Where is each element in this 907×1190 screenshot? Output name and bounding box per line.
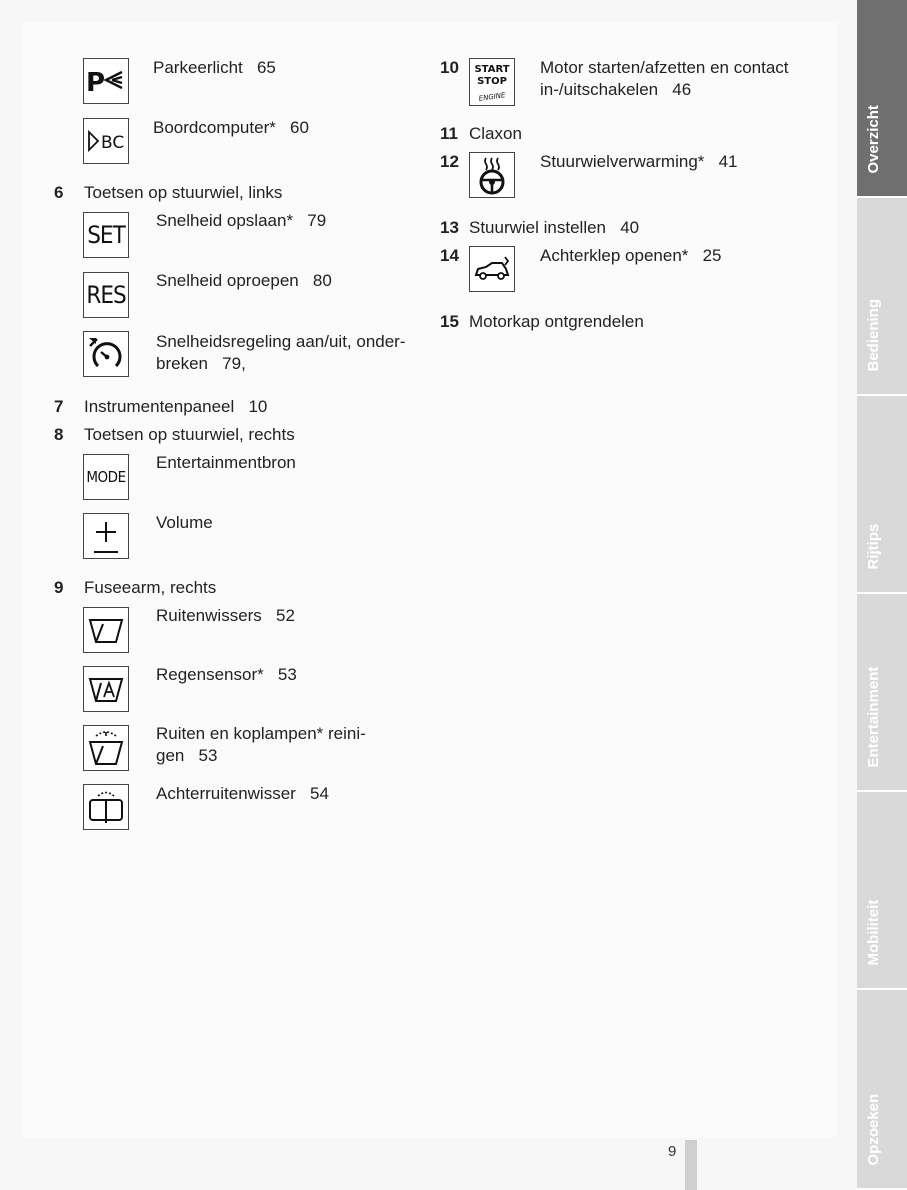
item-number-10: 10 bbox=[440, 58, 459, 77]
tab-bediening[interactable]: Bediening bbox=[857, 198, 907, 396]
tab-rijtips[interactable]: Rijtips bbox=[857, 396, 907, 594]
tailgate-icon bbox=[469, 246, 515, 292]
svg-text:BC: BC bbox=[101, 133, 125, 153]
page-number: 9 bbox=[668, 1143, 677, 1160]
item-number-12: 12 bbox=[440, 152, 459, 171]
item-11-label: Claxon bbox=[469, 124, 522, 143]
tab-opzoeken[interactable]: Opzoeken bbox=[857, 990, 907, 1190]
item-number-6: 6 bbox=[54, 183, 64, 202]
svg-text:ENGINE: ENGINE bbox=[478, 91, 506, 103]
set-button-icon: SET bbox=[83, 212, 129, 258]
washer-icon bbox=[83, 725, 129, 771]
item-8-label: Toetsen op stuurwiel, rechts bbox=[84, 425, 295, 444]
ruitenwissers-entry: Ruitenwissers 52 bbox=[156, 606, 295, 625]
volume-rocker-icon bbox=[83, 513, 129, 559]
start-stop-button-icon bbox=[469, 58, 515, 106]
cruise-control-icon bbox=[83, 331, 129, 377]
item-number-11: 11 bbox=[440, 124, 458, 143]
snelheid-opslaan-entry: Snelheid opslaan* 79 bbox=[156, 211, 327, 230]
page-number-bar bbox=[685, 1140, 697, 1190]
regensensor-entry: Regensensor* 53 bbox=[156, 665, 297, 684]
parkeerlicht-entry: Parkeerlicht 65 bbox=[153, 58, 276, 77]
rear-wiper-icon bbox=[83, 784, 129, 830]
mode-button-icon: MODE bbox=[83, 454, 129, 500]
svg-text:STOP: STOP bbox=[477, 76, 507, 87]
rain-sensor-icon bbox=[83, 666, 129, 712]
item-number-8: 8 bbox=[54, 425, 64, 444]
item-13-entry: Stuurwiel instellen 40 bbox=[469, 218, 640, 237]
snelheid-oproepen-entry: Snelheid oproepen 80 bbox=[156, 271, 332, 290]
boordcomputer-entry: Boordcomputer* 60 bbox=[153, 118, 309, 137]
entertainmentbron-label: Entertainmentbron bbox=[156, 453, 296, 472]
snelheidsregeling-line2: breken 79, bbox=[156, 354, 246, 373]
item-number-7: 7 bbox=[54, 397, 64, 416]
svg-text:P: P bbox=[86, 68, 106, 96]
item-7-label: Instrumentenpaneel 10 bbox=[84, 397, 268, 416]
item-number-9: 9 bbox=[54, 578, 64, 597]
item-14-entry: Achterklep openen* 25 bbox=[540, 246, 722, 265]
volume-label: Volume bbox=[156, 513, 213, 532]
tab-entertainment[interactable]: Entertainment bbox=[857, 594, 907, 792]
item-10-line1: Motor starten/afzetten en contact bbox=[540, 58, 789, 77]
wiper-icon bbox=[83, 607, 129, 653]
item-6-label: Toetsen op stuurwiel, links bbox=[84, 183, 283, 202]
section-tabs bbox=[857, 0, 907, 1190]
ruiten-reinigen-line2: gen 53 bbox=[156, 746, 218, 765]
res-button-icon: RES bbox=[83, 272, 129, 318]
item-9-label: Fuseearm, rechts bbox=[84, 578, 217, 597]
ruiten-reinigen-line1: Ruiten en koplampen* reini- bbox=[156, 724, 366, 743]
item-10-line2: in-/uitschakelen 46 bbox=[540, 80, 692, 99]
item-15-label: Motorkap ontgrendelen bbox=[469, 312, 644, 331]
achterruitenwisser-entry: Achterruitenwisser 54 bbox=[156, 784, 329, 803]
tab-mobiliteit[interactable]: Mobiliteit bbox=[857, 792, 907, 990]
svg-text:START: START bbox=[474, 64, 510, 75]
parking-light-icon bbox=[83, 58, 129, 104]
item-12-entry: Stuurwielverwarming* 41 bbox=[540, 152, 738, 171]
tab-overzicht[interactable]: Overzicht bbox=[857, 0, 907, 198]
snelheidsregeling-line1: Snelheidsregeling aan/uit, onder- bbox=[156, 332, 406, 351]
item-number-13: 13 bbox=[440, 218, 459, 237]
item-number-14: 14 bbox=[440, 246, 459, 265]
board-computer-icon bbox=[83, 118, 129, 164]
steering-wheel-heating-icon bbox=[469, 152, 515, 198]
item-number-15: 15 bbox=[440, 312, 459, 331]
